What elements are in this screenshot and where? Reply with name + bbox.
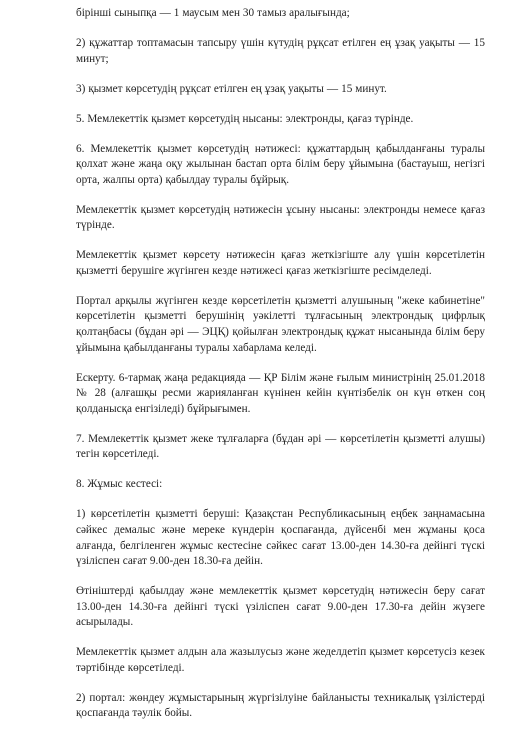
- paragraph-4: 5. Мемлекеттік қызмет көрсетудің нысаны: электронды, қағаз түрінде.: [76, 112, 414, 125]
- paragraph-7: Мемлекеттік қызмет көрсету нәтижесін қағаз жеткізгіште алу үшін көрсетілетін қызметті берушіге жүгінген кезде нәтижесі қағаз жеткізгіште ресімделеді.: [76, 249, 485, 277]
- paragraph-12: 1) көрсетілетін қызметті беруші: Қазақстан Республикасының еңбек заңнамасына сәйкес демалыс және мереке күндерін қоспағанда, дүйсенбі мен жұманы қоса алғанда, белгіленген жұмыс кестесіне сәйкес сағат 13.00-ден 14.30-ға дейінгі түскі үзіліспен сағат 9.00-ден 18.30-ға дейін.: [76, 508, 485, 568]
- paragraph-2: 2) құжаттар топтамасын тапсыру үшін күтудің рұқсат етілген ең ұзақ уақыты — 15 минут;: [76, 36, 485, 65]
- paragraph-11: 8. Жұмыс кестесі:: [76, 478, 163, 491]
- paragraph-8: Портал арқылы жүгінген кезде көрсетілетін қызметті алушының "жеке кабинетіне" көрсетілетін қызметті берушінің уәкілетті тұлғасының электрондық цифрлық қолтаңбасы (бұдан әрі — ЭЦҚ) қойылған электрондық құжат нысанында білім беру ұйымына қабылданғаны туралы хабарлама келеді.: [76, 294, 485, 354]
- paragraph-13: Өтініштерді қабылдау және мемлекеттік қызмет көрсетудің нәтижесін беру сағат 13.00-ден 14.30-ға дейінгі түскі үзіліспен сағат 9.00-ден 17.30-ға дейін жүзеге асырылады.: [76, 585, 485, 629]
- paragraph-3: 3) қызмет көрсетудің рұқсат етілген ең ұзақ уақыты — 15 минут.: [76, 82, 387, 95]
- paragraph-5: 6. Мемлекеттік қызмет көрсетудің нәтижесі: құжаттардың қабылданғаны туралы қолхат және жаңа оқу жылынан бастап орта білім беру ұйымына (бастауыш, негізгі орта, жалпы орта) қабылдау туралы бұйрық.: [76, 142, 485, 186]
- paragraph-15: 2) портал: жөндеу жұмыстарының жүргізілуіне байланысты техникалық үзілістерді қоспағанда тәулік бойы.: [76, 691, 485, 720]
- paragraph-14: Мемлекеттік қызмет алдын ала жазылусыз және жеделдетіп қызмет көрсетусіз кезек тәртібінде көрсетіледі.: [76, 646, 485, 674]
- paragraph-9: Ескерту. 6-тармақ жаңа редакцияда — ҚР Білім және ғылым министрінің 25.01.2018 № 28 (алғашқы ресми жарияланған күнінен кейін күнтізбелік он күн өткен соң қолданысқа енгізіледі) бұйрығымен.: [76, 371, 485, 415]
- paragraph-10: 7. Мемлекеттік қызмет жеке тұлғаларға (бұдан әрі — көрсетілетін қызметті алушы) тегін көрсетіледі.: [76, 432, 485, 461]
- paragraph-6: Мемлекеттік қызмет көрсетудің нәтижесін ұсыну нысаны: электронды немесе қағаз түрінде.: [76, 203, 485, 232]
- paragraph-1: бірінші сыныпқа — 1 маусым мен 30 тамыз аралығында;: [76, 7, 350, 19]
